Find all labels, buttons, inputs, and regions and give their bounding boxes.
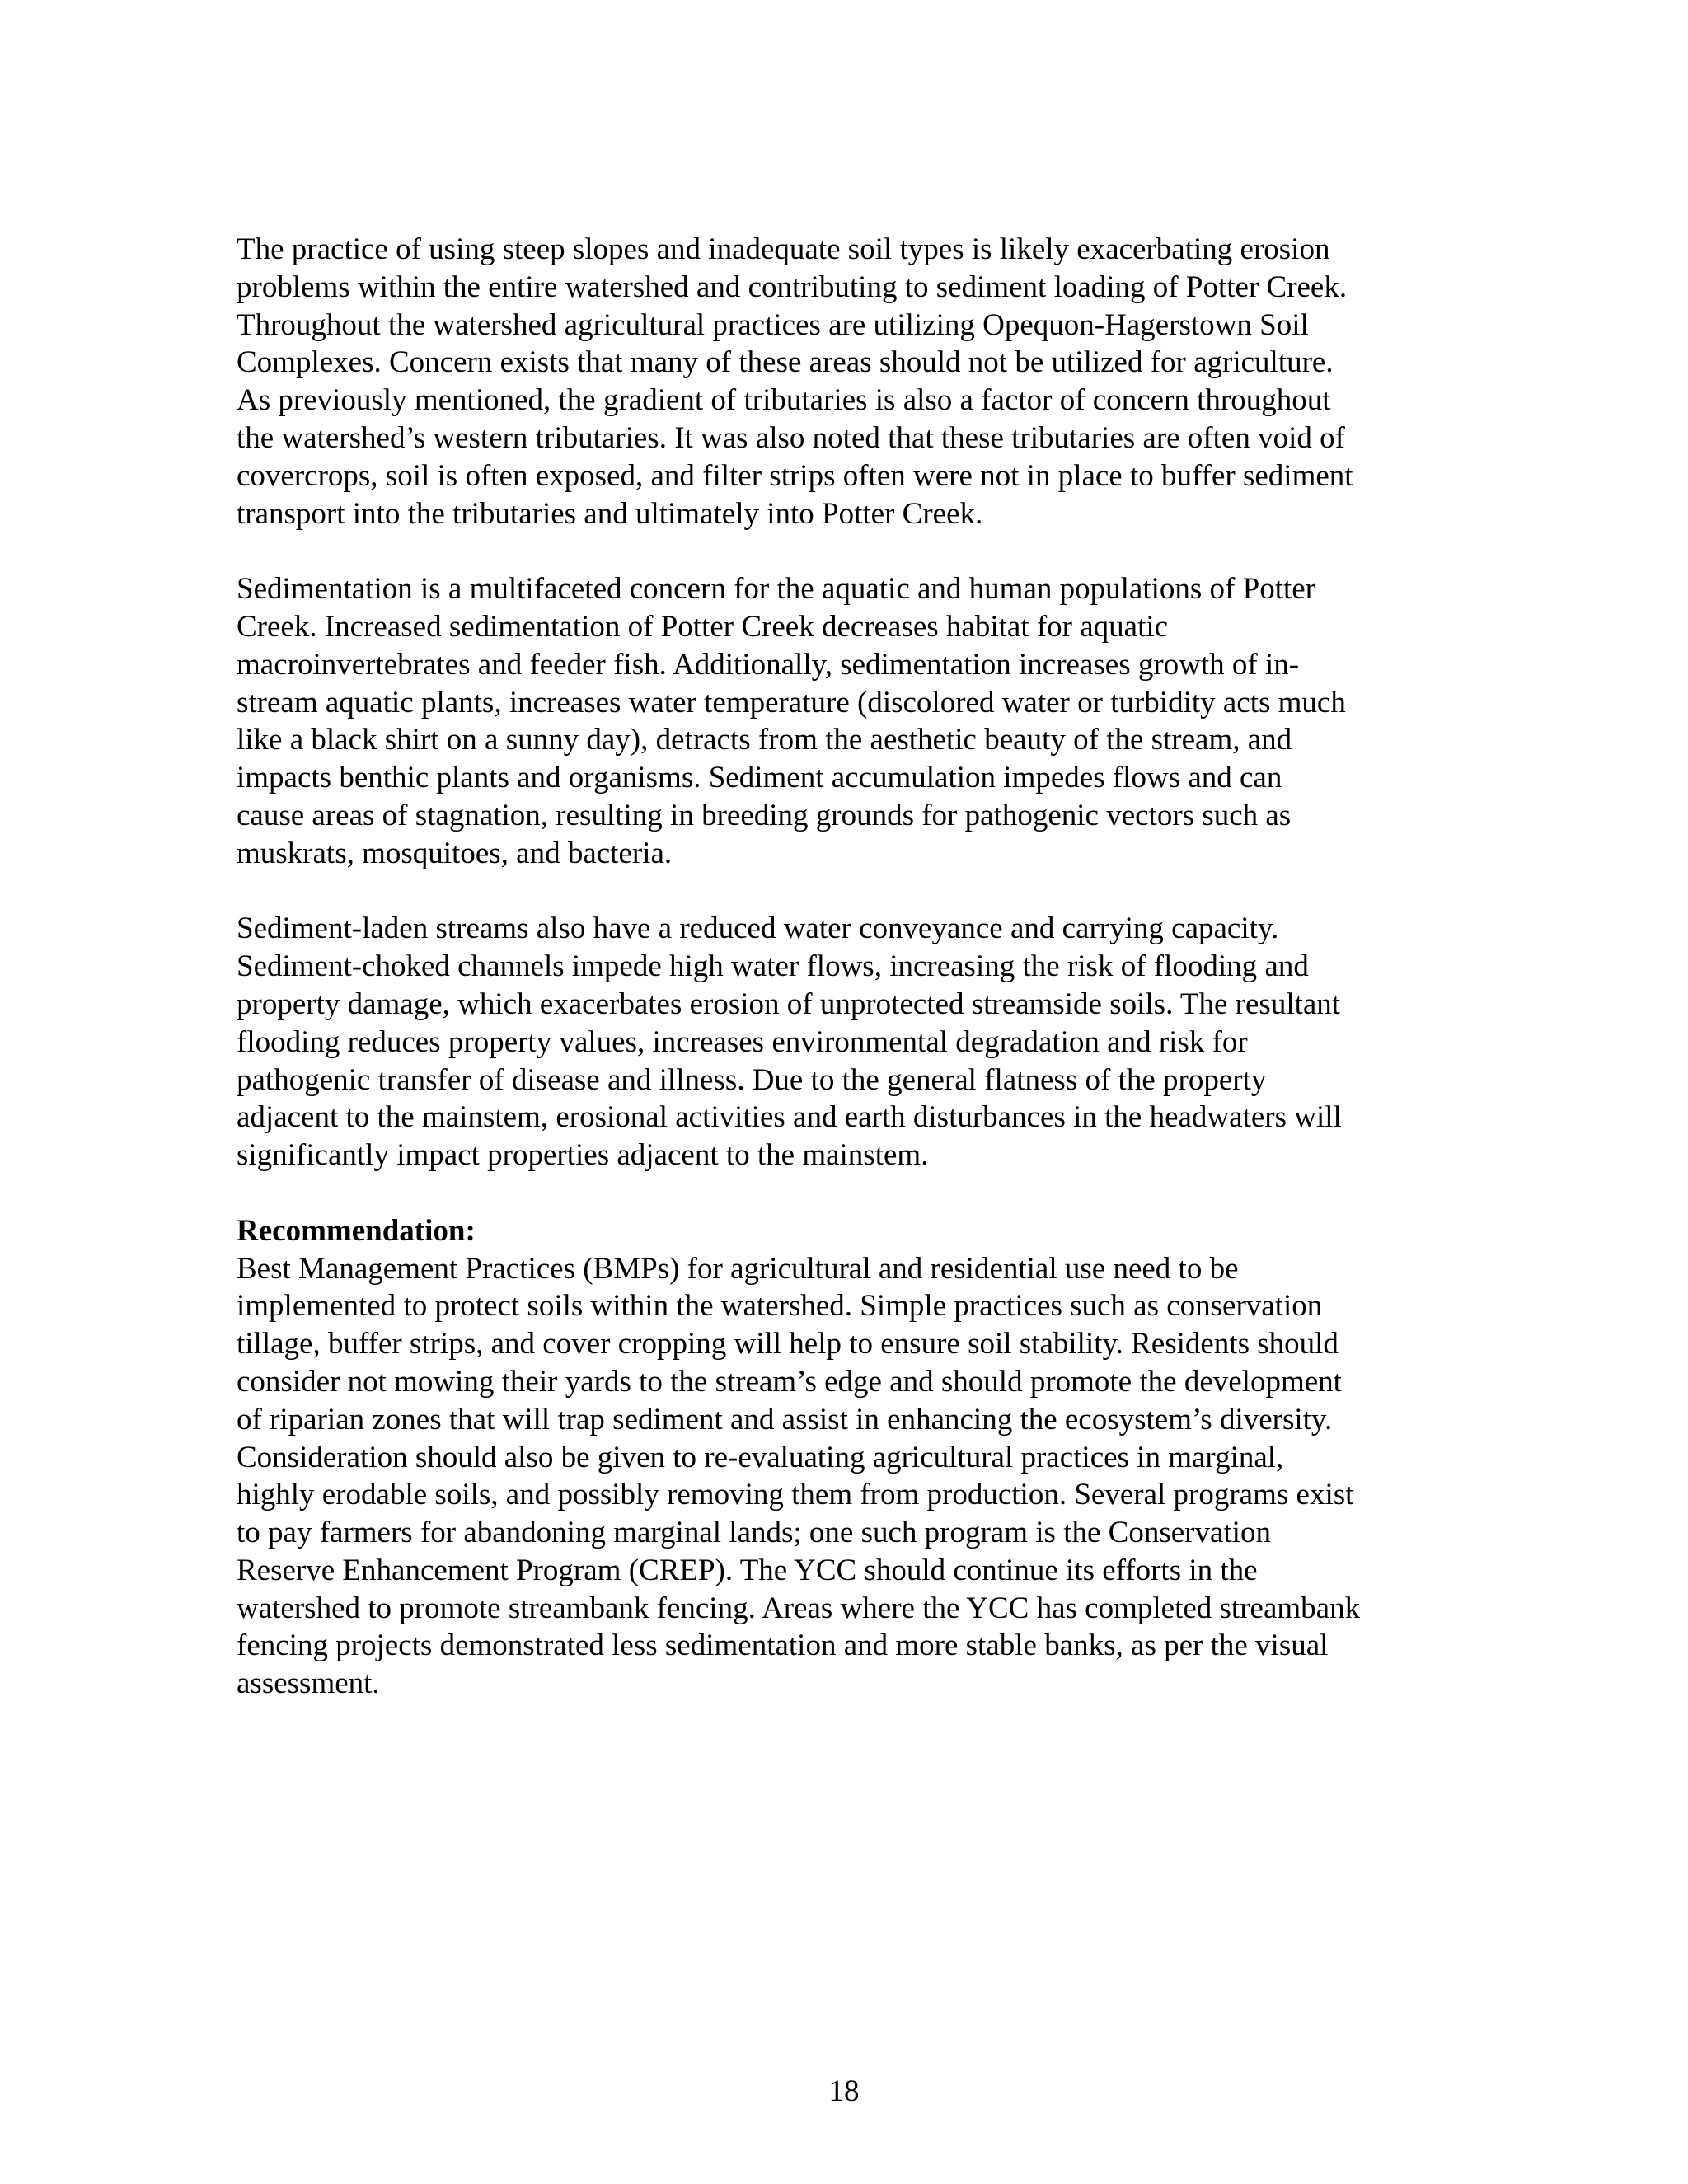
text-line: muskrats, mosquitoes, and bacteria. xyxy=(237,836,673,870)
text-line: The practice of using steep slopes and inadequate soil types is likely exacerbating erosion xyxy=(237,232,1330,266)
text-line: adjacent to the mainstem, erosional activities and earth disturbances in the headwaters will xyxy=(237,1100,1342,1135)
text-line: watershed to promote streambank fencing. Areas where the YCC has completed streambank xyxy=(237,1591,1361,1625)
text-line: As previously mentioned, the gradient of tributaries is also a factor of concern throughout xyxy=(237,383,1331,418)
text-line: the watershed’s western tributaries. It was also noted that these tributaries are often void of xyxy=(237,420,1345,455)
text-line: covercrops, soil is often exposed, and filter strips often were not in place to buffer sediment xyxy=(237,458,1353,493)
text-line: Sediment-choked channels impede high water flows, increasing the risk of flooding and xyxy=(237,949,1309,984)
text-line: significantly impact properties adjacent to the mainstem. xyxy=(237,1138,929,1173)
document-body xyxy=(237,231,1489,1741)
page-number: 18 xyxy=(828,2074,860,2108)
recommendation-heading: Recommendation: xyxy=(237,1213,476,1248)
text-line: fencing projects demonstrated less sedimentation and more stable banks, as per the visual xyxy=(237,1629,1329,1663)
text-line: consider not mowing their yards to the stream’s edge and should promote the development xyxy=(237,1364,1342,1399)
paragraph-sediment-laden-streams xyxy=(237,910,1489,1174)
text-line: impacts benthic plants and organisms. Sediment accumulation impedes flows and can xyxy=(237,761,1282,795)
text-line: Sedimentation is a multifaceted concern for the aquatic and human populations of Potter xyxy=(237,572,1316,607)
text-line: pathogenic transfer of disease and illness. Due to the general flatness of the property xyxy=(237,1062,1267,1097)
paragraph-erosion-practices xyxy=(237,231,1489,532)
text-line: to pay farmers for abandoning marginal lands; one such program is the Conservation xyxy=(237,1516,1271,1550)
text-line: Sediment-laden streams also have a reduced water conveyance and carrying capacity. xyxy=(237,912,1279,946)
text-line: Reserve Enhancement Program (CREP). The YCC should continue its efforts in the xyxy=(237,1553,1258,1587)
text-line: highly erodable soils, and possibly removing them from production. Several programs exist xyxy=(237,1478,1354,1512)
text-line: Throughout the watershed agricultural practices are utilizing Opequon-Hagerstown Soil xyxy=(237,307,1309,342)
text-line: cause areas of stagnation, resulting in breeding grounds for pathogenic vectors such as xyxy=(237,798,1292,832)
text-line: tillage, buffer strips, and cover cropping will help to ensure soil stability. Residents should xyxy=(237,1327,1339,1361)
text-line: Consideration should also be given to re-evaluating agricultural practices in marginal, xyxy=(237,1440,1284,1474)
text-line: stream aquatic plants, increases water temperature (discolored water or turbidity acts much xyxy=(237,685,1346,719)
text-line: Creek. Increased sedimentation of Potter Creek decreases habitat for aquatic xyxy=(237,609,1169,644)
text-line: macroinvertebrates and feeder fish. Additionally, sedimentation increases growth of in- xyxy=(237,647,1300,682)
text-line: Complexes. Concern exists that many of these areas should not be utilized for agriculture. xyxy=(237,345,1334,380)
text-line: property damage, which exacerbates erosion of unprotected streamside soils. The resultant xyxy=(237,987,1341,1021)
text-line: assessment. xyxy=(237,1666,380,1701)
paragraph-sedimentation-concern xyxy=(237,570,1489,872)
text-line: problems within the entire watershed and contributing to sediment loading of Potter Creek. xyxy=(237,269,1348,304)
text-line: transport into the tributaries and ultimately into Potter Creek. xyxy=(237,496,983,531)
text-line: flooding reduces property values, increases environmental degradation and risk for xyxy=(237,1024,1248,1059)
text-line: Best Management Practices (BMPs) for agricultural and residential use need to be xyxy=(237,1251,1239,1286)
recommendation-section xyxy=(237,1212,1489,1703)
text-line: of riparian zones that will trap sediment and assist in enhancing the ecosystem’s diversity. xyxy=(237,1402,1333,1436)
text-line: implemented to protect soils within the watershed. Simple practices such as conservation xyxy=(237,1289,1323,1324)
text-line: like a black shirt on a sunny day), detracts from the aesthetic beauty of the stream, and xyxy=(237,723,1292,757)
